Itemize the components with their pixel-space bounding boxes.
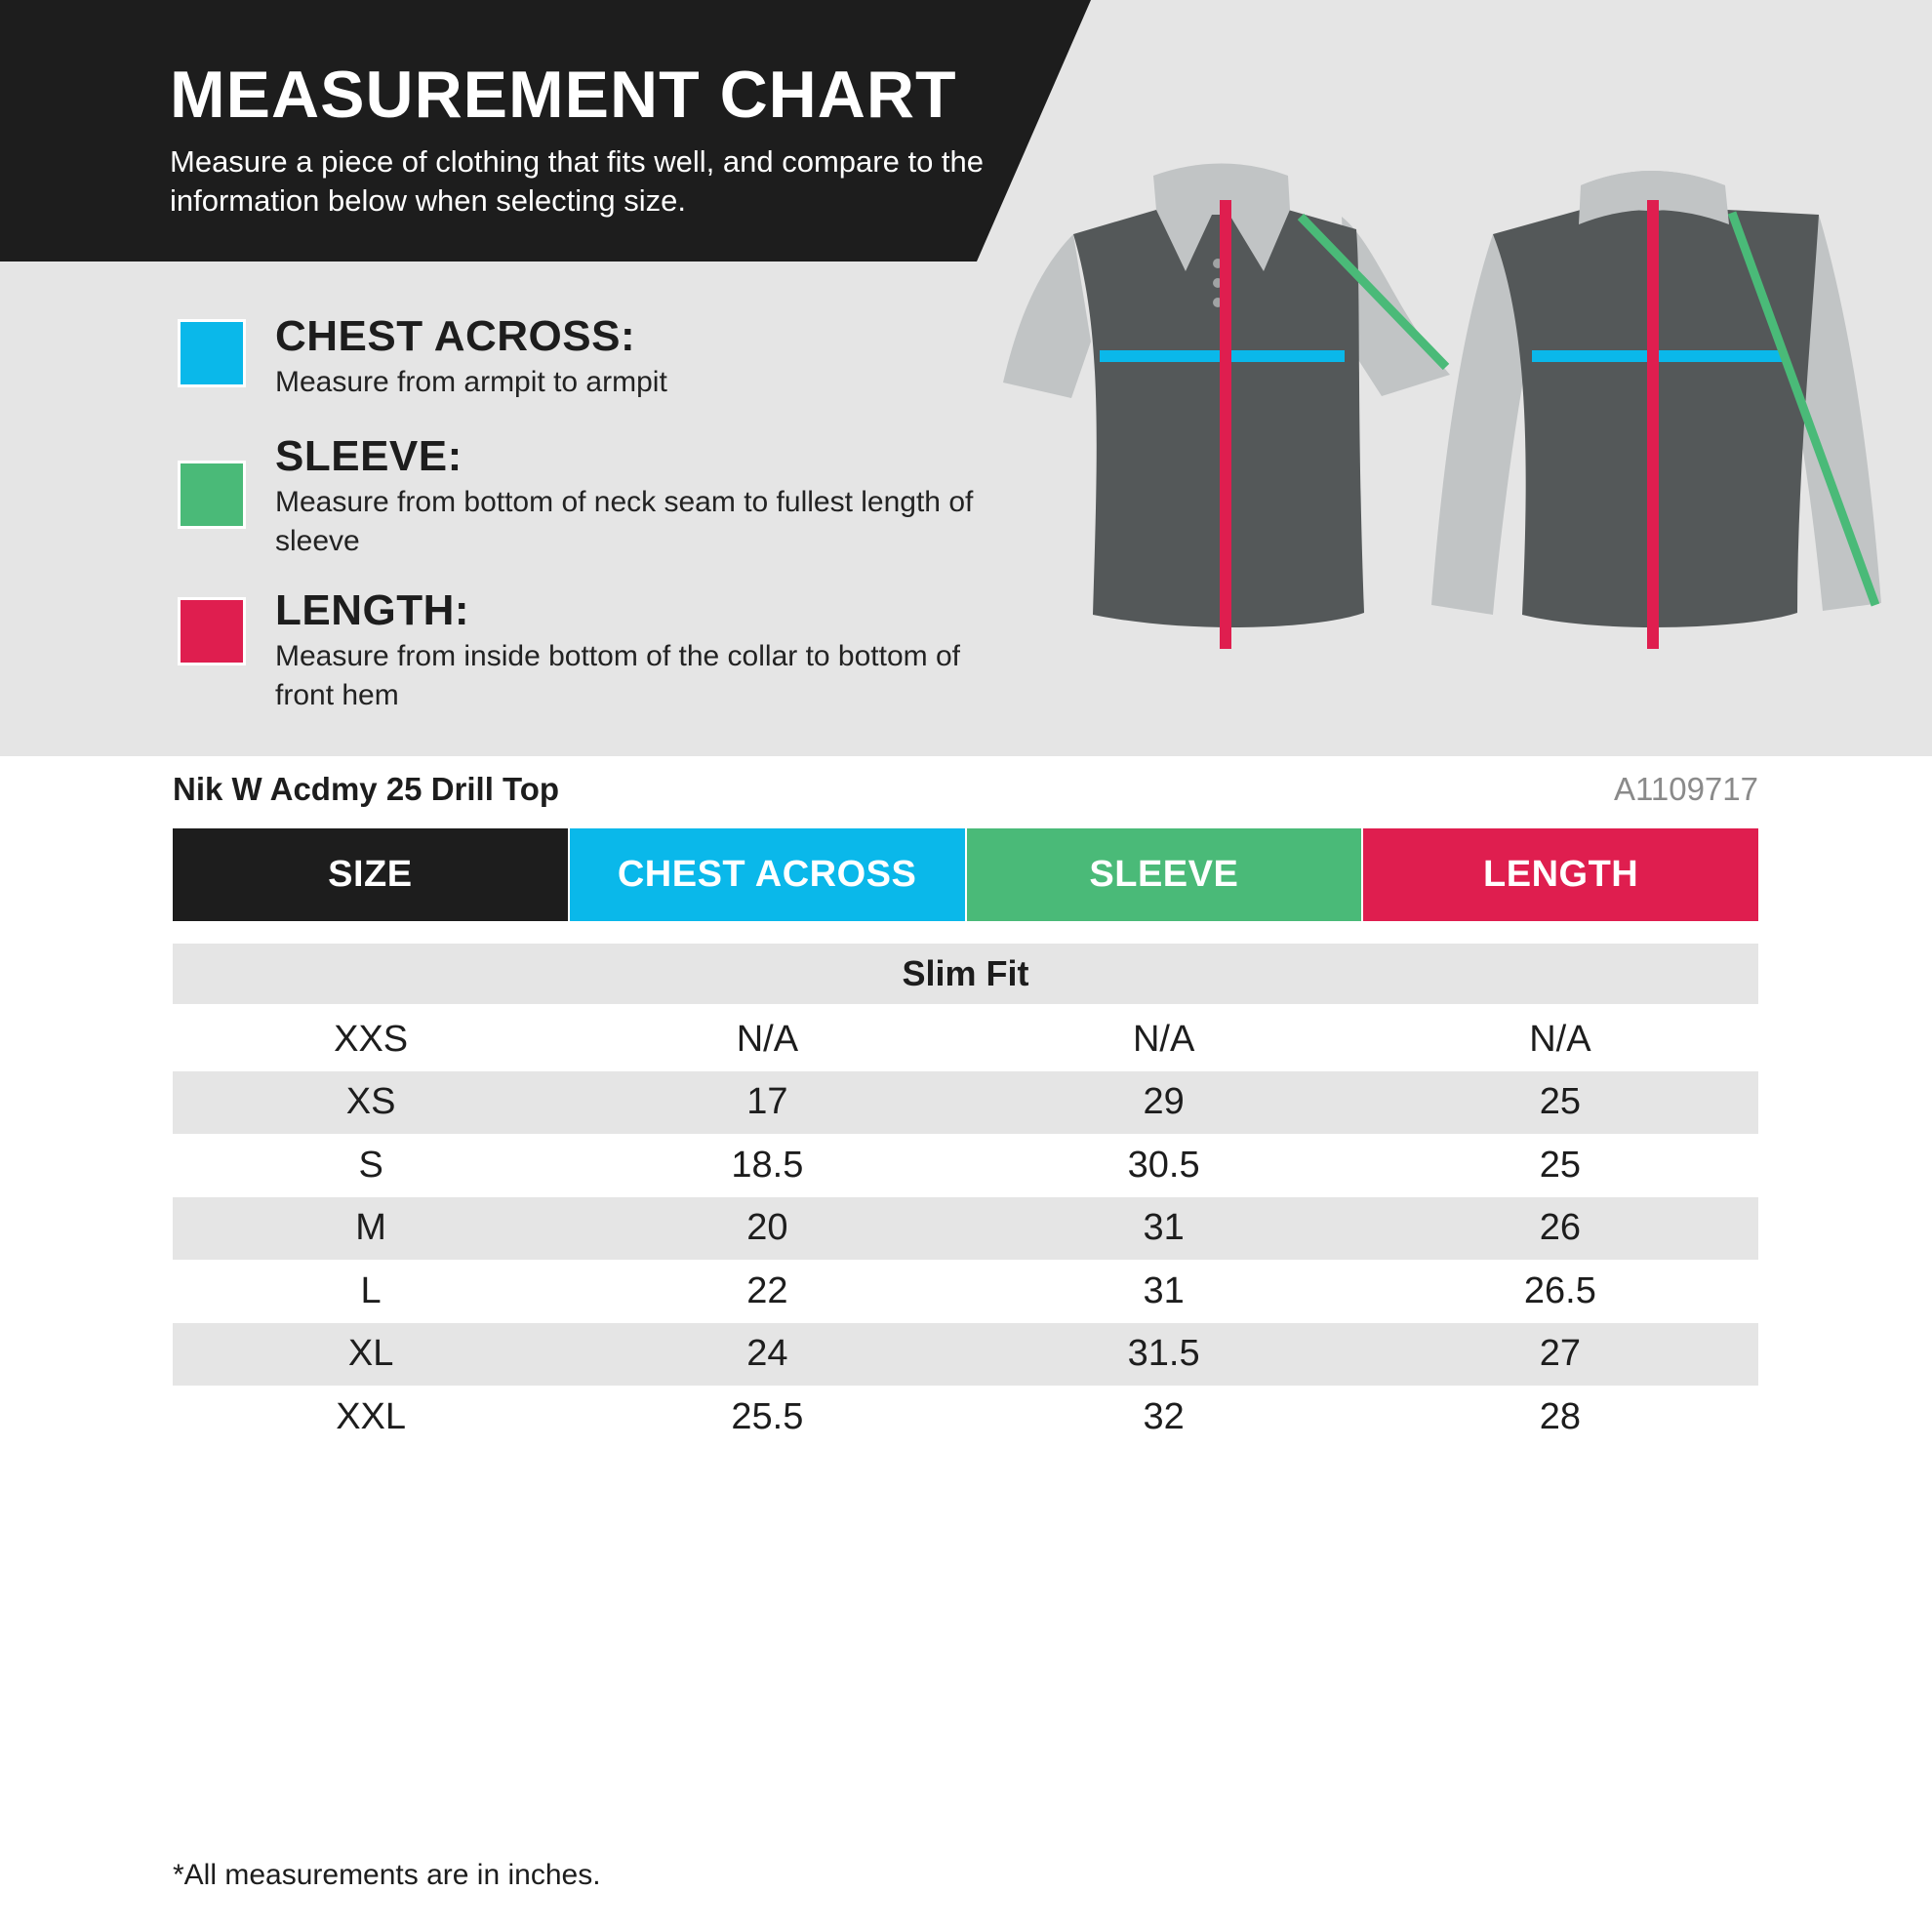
header-chest-across: CHEST ACROSS bbox=[568, 828, 965, 921]
legend-desc-length: Measure from inside bottom of the collar to bottom of front hem bbox=[275, 640, 960, 711]
header-size: SIZE bbox=[173, 828, 568, 921]
sleeve-cell: N/A bbox=[1132, 1018, 1195, 1060]
sleeve-cell: 29 bbox=[1143, 1081, 1185, 1123]
table-row bbox=[173, 1386, 1758, 1449]
table-row bbox=[173, 1260, 1758, 1323]
shirt-illustrations bbox=[995, 156, 1893, 664]
product-name: Nik W Acdmy 25 Drill Top bbox=[173, 771, 560, 807]
sleeve-cell: 32 bbox=[1143, 1395, 1185, 1437]
page-title: MEASUREMENT CHART bbox=[170, 58, 957, 132]
chest-cell: 22 bbox=[746, 1269, 788, 1311]
length-cell: 25 bbox=[1539, 1081, 1582, 1123]
legend-title-chest: CHEST ACROSS: bbox=[275, 312, 636, 360]
header-sleeve: SLEEVE bbox=[965, 828, 1362, 921]
long-sleeve-top-icon bbox=[995, 156, 1893, 664]
size-cell: XXS bbox=[334, 1018, 409, 1060]
chest-cell: 24 bbox=[746, 1333, 788, 1375]
sleeve-color-swatch bbox=[178, 461, 246, 529]
chest-cell: 20 bbox=[746, 1207, 788, 1249]
legend-desc-chest: Measure from armpit to armpit bbox=[275, 366, 667, 398]
page-subtitle: Measure a piece of clothing that fits well, and compare to the information below when selecting size. bbox=[170, 144, 985, 218]
length-cell: 27 bbox=[1539, 1333, 1582, 1375]
length-cell: 26.5 bbox=[1523, 1269, 1596, 1311]
length-cell: N/A bbox=[1529, 1018, 1591, 1060]
sleeve-cell: 31.5 bbox=[1127, 1333, 1200, 1375]
table-row bbox=[173, 1071, 1758, 1135]
sleeve-cell: 31 bbox=[1143, 1207, 1185, 1249]
chest-color-swatch bbox=[178, 319, 246, 387]
legend-desc-sleeve: Measure from bottom of neck seam to fullest length of sleeve bbox=[275, 486, 974, 557]
table-header bbox=[173, 828, 1758, 921]
table-row bbox=[173, 1323, 1758, 1387]
chest-cell: 18.5 bbox=[731, 1144, 804, 1186]
sleeve-cell: 31 bbox=[1143, 1269, 1185, 1311]
size-cell: XS bbox=[345, 1081, 396, 1123]
size-cell: M bbox=[355, 1207, 386, 1249]
sleeve-cell: 30.5 bbox=[1127, 1144, 1200, 1186]
chest-cell: 25.5 bbox=[731, 1395, 804, 1437]
length-color-swatch bbox=[178, 597, 246, 665]
size-table-body bbox=[173, 1008, 1758, 1449]
footnote: *All measurements are in inches. bbox=[173, 1859, 601, 1891]
legend-title-sleeve: SLEEVE: bbox=[275, 432, 463, 480]
legend-title-length: LENGTH: bbox=[275, 586, 470, 634]
chest-cell: 17 bbox=[746, 1081, 788, 1123]
size-cell: L bbox=[360, 1269, 382, 1311]
length-cell: 28 bbox=[1539, 1395, 1582, 1437]
table-row bbox=[173, 1134, 1758, 1197]
table-row bbox=[173, 1008, 1758, 1071]
fit-label: Slim Fit bbox=[173, 944, 1758, 1004]
length-cell: 25 bbox=[1539, 1144, 1582, 1186]
table-row bbox=[173, 1197, 1758, 1261]
size-cell: XXL bbox=[336, 1395, 407, 1437]
chest-cell: N/A bbox=[736, 1018, 799, 1060]
product-code: A1109717 bbox=[1613, 771, 1758, 807]
size-cell: S bbox=[358, 1144, 383, 1186]
size-cell: XL bbox=[347, 1333, 394, 1375]
header-length: LENGTH bbox=[1361, 828, 1758, 921]
length-cell: 26 bbox=[1539, 1207, 1582, 1249]
